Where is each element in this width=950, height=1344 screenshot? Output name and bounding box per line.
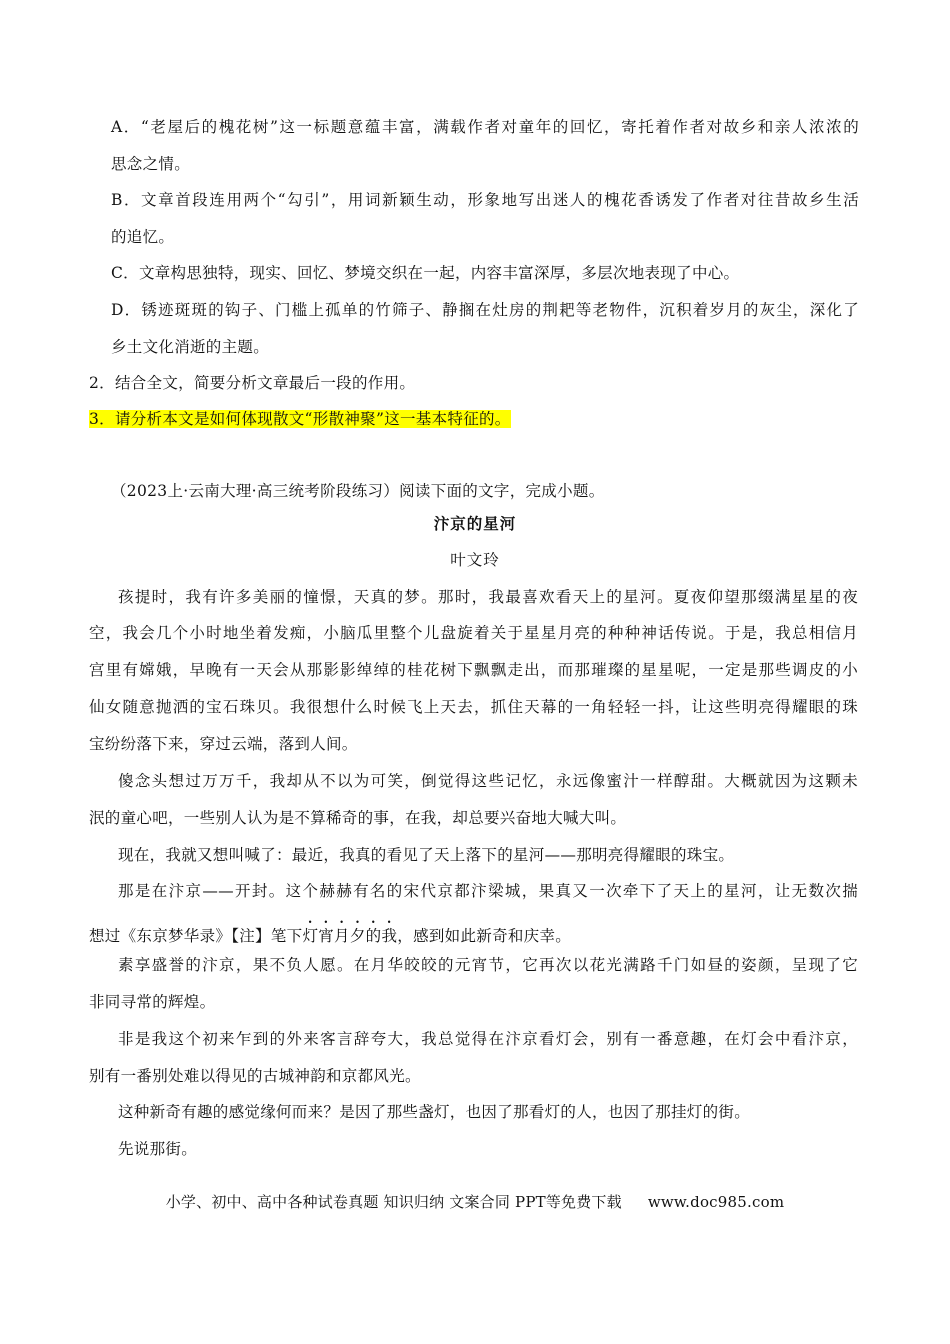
passage-source: （2023上·云南大理·高三统考阶段练习）阅读下面的文字，完成小题。 [111,482,605,500]
footer-url-link[interactable]: www.doc985.com [647,1193,785,1211]
p5-line-1: 素享盛誉的汴京，果不负人愿。在月华皎皎的元宵节，它再次以花光满路千门如昼的姿颜，呈现了它 [118,956,858,974]
article-title: 汴京的星河 [433,514,517,533]
option-b-line-1: B．文章首段连用两个“勾引”，用词新颖生动，形象地写出迷人的槐花香诱发了作者对往昔故乡生活 [111,191,859,209]
p4-line-2-b: ，感到如此新奇和庆幸。 [397,927,572,945]
option-c-line-1: C．文章构思独特，现实、回忆、梦境交织在一起，内容丰富深厚，多层次地表现了中心。 [111,264,740,282]
footer-text: 小学、初中、高中各种试卷真题 知识归纳 文案合同 PPT等免费下载 [165,1193,622,1211]
p4-line-2 [89,918,571,946]
p7: 这种新奇有趣的感觉缘何而来？是因了那些盏灯，也因了那看灯的人，也因了那挂灯的街。 [118,1103,751,1121]
p3: 现在，我就又想叫喊了：最近，我真的看见了天上落下的星河——那明亮得耀眼的珠宝。 [118,846,735,864]
p1-line-4: 仙女随意抛洒的宝石珠贝。我很想什么时候飞上天去，抓住天幕的一角轻轻一抖，让这些明亮得耀眼的珠 [89,698,858,716]
p4-emphasis-phrase: 灯宵月夕的我 [302,927,398,945]
p6-line-2: 别有一番别处难以得见的古城神韵和京都风光。 [89,1067,421,1085]
p1-line-5: 宝纷纷落下来，穿过云端，落到人间。 [89,735,358,753]
p8: 先说那街。 [118,1140,198,1158]
option-a-line-1: A．“老屋后的槐花树”这一标题意蕴丰富，满载作者对童年的回忆，寄托着作者对故乡和亲人浓浓的 [111,118,859,136]
article-author: 叶文玲 [450,551,500,569]
page-footer [0,1191,950,1212]
question-3 [89,409,511,429]
p1-line-2: 空，我会几个小时地坐着发痴，小脑瓜里整个儿盘旋着关于星星月亮的种种神话传说。于是，我总相信月 [89,624,858,642]
option-a-line-2: 思念之情。 [111,155,191,173]
p1-line-1: 孩提时，我有许多美丽的憧憬，天真的梦。那时，我最喜欢看天上的星河。夏夜仰望那缀满星星的夜 [118,588,858,606]
p4-line-2-a: 想过《东京梦华录》【注】笔下 [89,927,303,945]
option-d-line-1: D．锈迹斑斑的钩子、门槛上孤单的竹筛子、静搁在灶房的荆耙等老物件，沉积着岁月的灰尘，深化了 [111,301,859,319]
question-3-highlight: 3．请分析本文是如何体现散文“形散神聚”这一基本特征的。 [89,410,511,428]
question-2: 2．结合全文，简要分析文章最后一段的作用。 [89,374,416,392]
p4-line-1: 那是在汴京——开封。这个赫赫有名的宋代京都汴梁城，果真又一次牵下了天上的星河，让无数次揣 [118,882,858,900]
p2-line-1: 傻念头想过万万千，我却从不以为可笑，倒觉得这些记忆，永远像蜜汁一样醇甜。大概就因为这颗未 [118,772,858,790]
p5-line-2: 非同寻常的辉煌。 [89,993,216,1011]
p6-line-1: 非是我这个初来乍到的外来客言辞夸大，我总觉得在汴京看灯会，别有一番意趣，在灯会中看汴京， [118,1030,858,1048]
option-d-line-2: 乡土文化消逝的主题。 [111,338,270,356]
p1-line-3: 宫里有嫦娥，早晚有一天会从那影影绰绰的桂花树下飘飘走出，而那璀璨的星星呢，一定是那些调皮的小 [89,661,858,679]
option-b-line-2: 的追忆。 [111,228,175,246]
p2-line-2: 泯的童心吧，一些别人认为是不算稀奇的事，在我，却总要兴奋地大喊大叫。 [89,809,627,827]
